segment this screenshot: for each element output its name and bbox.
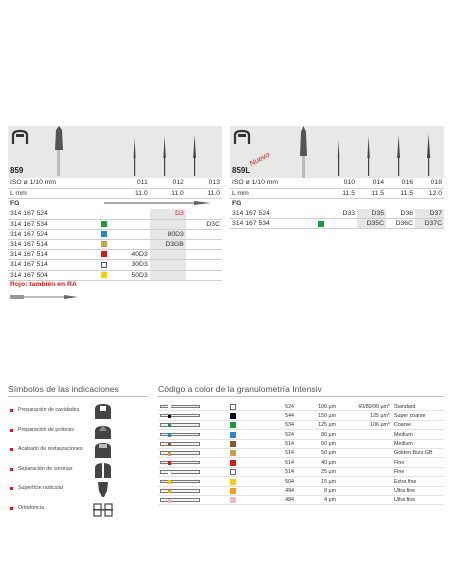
bur-icon	[160, 433, 200, 437]
grain-name: Extra fine	[394, 478, 417, 485]
grain-size: 4 µm	[324, 497, 336, 504]
cavity-preparation-icon	[92, 403, 114, 420]
list-item: Superficie radicular	[8, 480, 148, 500]
grain-size: 80 µm	[321, 431, 336, 438]
grain-code-title: Código a color de la granulometría Intensiv	[158, 384, 322, 394]
table-row: 314 167 534 D35C D36C D37C	[232, 220, 442, 228]
grain-code: 494	[285, 488, 294, 495]
ring-mark	[168, 490, 171, 494]
iso-value: 011	[114, 178, 150, 188]
ring-mark	[168, 499, 171, 503]
iso-row: ISO ø 1/10 mm 010 014 016 018	[232, 179, 442, 187]
bur-icon	[160, 498, 200, 502]
table-row: 314 167 504 50D3	[8, 270, 222, 280]
grain-size: 25 µm	[321, 469, 336, 476]
iso-label: ISO ø 1/10 mm	[230, 178, 318, 188]
ring-mark	[168, 415, 171, 419]
grain-name: Fine	[394, 459, 405, 466]
color-swatch	[230, 497, 236, 503]
ra-bur-icon	[10, 293, 80, 301]
grain-code: 504	[285, 478, 294, 485]
grain-size: 125 µm 106 µm*	[318, 422, 390, 429]
length-value: 11.0	[150, 188, 186, 198]
ring-mark	[168, 452, 171, 456]
crown-separation-icon	[92, 462, 114, 479]
color-swatch	[230, 432, 236, 438]
color-swatch	[230, 413, 236, 419]
grain-name: Golden Burs GB	[394, 450, 433, 457]
color-swatch	[230, 422, 236, 428]
table-row: 314 167 524 80D3	[8, 229, 222, 239]
color-swatch	[230, 460, 236, 466]
color-swatch	[318, 221, 324, 227]
length-label: L mm	[230, 188, 318, 198]
ring-mark	[168, 433, 171, 437]
bullet	[10, 429, 13, 432]
grain-code: 524	[285, 403, 294, 410]
grain-code: 524	[285, 431, 294, 438]
grain-name: Medium	[394, 441, 413, 448]
fg-row	[230, 198, 444, 208]
fg-label: FG	[232, 200, 242, 208]
color-swatch	[230, 450, 236, 456]
table-row: 314 167 524 D33 D35 D36 D37	[232, 209, 442, 217]
iso-row	[8, 178, 222, 188]
bullet	[10, 507, 13, 510]
color-swatch	[101, 251, 107, 257]
table-row: 314 167 514 D3GB	[8, 239, 222, 249]
product-code: 859L	[232, 166, 251, 175]
table-row	[158, 421, 444, 430]
color-swatch	[230, 404, 236, 410]
ring-mark	[168, 424, 171, 428]
table-row	[158, 496, 444, 505]
ring-mark	[168, 443, 171, 447]
length-row	[8, 188, 222, 198]
color-swatch	[230, 469, 236, 475]
root-surface-icon	[92, 481, 114, 498]
ra-note	[8, 281, 222, 303]
list-item: Preparación de cavidades	[8, 402, 148, 422]
bur-icon	[160, 470, 200, 474]
bur-icon	[160, 405, 200, 409]
bullet	[10, 468, 13, 471]
grain-size: 106 µm 60/80/90 µm*	[318, 403, 390, 410]
divider	[8, 396, 148, 397]
grain-size: 40 µm	[321, 459, 336, 466]
length-row: L mm 11.5 11.5 11.5 12.0	[232, 189, 442, 197]
grain-name: Standard	[394, 403, 416, 410]
table-row	[158, 449, 444, 458]
iso-value: 013	[186, 178, 222, 188]
grain-size: 15 µm	[321, 478, 336, 485]
bur-icon	[160, 480, 200, 484]
table-row: 314 167 514 30D3	[8, 260, 222, 270]
grain-size: 8 µm	[324, 488, 336, 495]
grain-size: 150 µm 125 µm*	[318, 412, 390, 419]
grain-code: 514	[285, 469, 294, 476]
grain-name: Fine	[394, 469, 405, 476]
length-label: L mm	[8, 188, 101, 198]
color-swatch	[230, 479, 236, 485]
product-header-859l	[230, 126, 444, 178]
table-row	[158, 402, 444, 411]
ring-mark	[168, 405, 171, 409]
grain-name: Medium	[394, 431, 413, 438]
restoration-finishing-icon	[92, 442, 114, 459]
bur-icon	[160, 451, 200, 455]
color-swatch	[101, 231, 107, 237]
product-panel-859l	[230, 126, 444, 229]
color-swatch	[230, 488, 236, 494]
spec-table-859	[8, 178, 222, 281]
grain-code: 514	[285, 450, 294, 457]
grain-code-list	[158, 402, 444, 505]
grain-name: Super coarse	[394, 412, 426, 419]
list-item: Ortodoncia	[8, 500, 148, 520]
grain-name: Ultra fine	[394, 488, 416, 495]
bullet	[10, 448, 13, 451]
color-swatch	[101, 262, 107, 268]
list-item: Preparación de prótesis	[8, 422, 148, 442]
table-row	[158, 477, 444, 486]
length-value: 11.0	[114, 188, 150, 198]
table-row	[158, 458, 444, 467]
fg-row	[8, 198, 222, 209]
table-row	[158, 411, 444, 420]
new-badge: Nuevo	[247, 149, 272, 168]
product-code: 859	[10, 166, 24, 175]
color-swatch	[101, 241, 107, 247]
spec-table-859l	[230, 178, 444, 229]
grain-name: Ultra fine	[394, 497, 416, 504]
fg-label: FG	[10, 200, 20, 208]
table-row: 314 167 524 D3	[8, 209, 222, 219]
color-swatch	[101, 272, 107, 278]
bur-icon	[160, 414, 200, 418]
grain-size: 50 µm	[321, 450, 336, 457]
divider	[158, 396, 444, 397]
color-swatch	[230, 441, 236, 447]
symbols-list	[8, 402, 148, 520]
grain-code: 514	[285, 441, 294, 448]
symbols-title: Símbolos de las indicaciones	[8, 384, 119, 394]
fg-bur-illustration	[103, 199, 213, 207]
grain-code: 484	[285, 497, 294, 504]
ring-mark	[168, 480, 171, 484]
ring-mark	[168, 471, 171, 475]
orthodontics-icon	[92, 501, 114, 518]
ra-note-text: Rojo: también en RA	[10, 280, 77, 288]
grain-code: 544	[285, 412, 294, 419]
color-swatch	[101, 221, 107, 227]
grain-code: 514	[285, 459, 294, 466]
bullet	[10, 409, 13, 412]
bur-icon	[160, 423, 200, 427]
bur-icon	[160, 489, 200, 493]
table-row	[158, 440, 444, 449]
grain-size: 60 µm	[321, 441, 336, 448]
grain-code: 534	[285, 422, 294, 429]
product-header-859	[8, 126, 222, 178]
list-item: Acabado de restauraciones	[8, 441, 148, 461]
bullet	[10, 487, 13, 490]
table-row: 314 167 514 40D3	[8, 250, 222, 260]
table-row	[158, 468, 444, 477]
bur-icon	[160, 461, 200, 465]
table-row	[158, 430, 444, 439]
table-row	[158, 487, 444, 496]
bur-icon	[160, 442, 200, 446]
grain-name: Coarse	[394, 422, 412, 429]
crown-preparation-icon	[92, 423, 114, 440]
bur-illustrations-859	[8, 126, 222, 178]
ring-mark	[168, 461, 171, 465]
product-panel-859	[8, 126, 222, 303]
iso-value: 012	[150, 178, 186, 188]
length-value: 11.0	[186, 188, 222, 198]
iso-label: ISO ø 1/10 mm	[8, 178, 101, 188]
list-item: Separación de coronas	[8, 461, 148, 481]
table-row: 314 167 534 D3C	[10, 220, 220, 228]
